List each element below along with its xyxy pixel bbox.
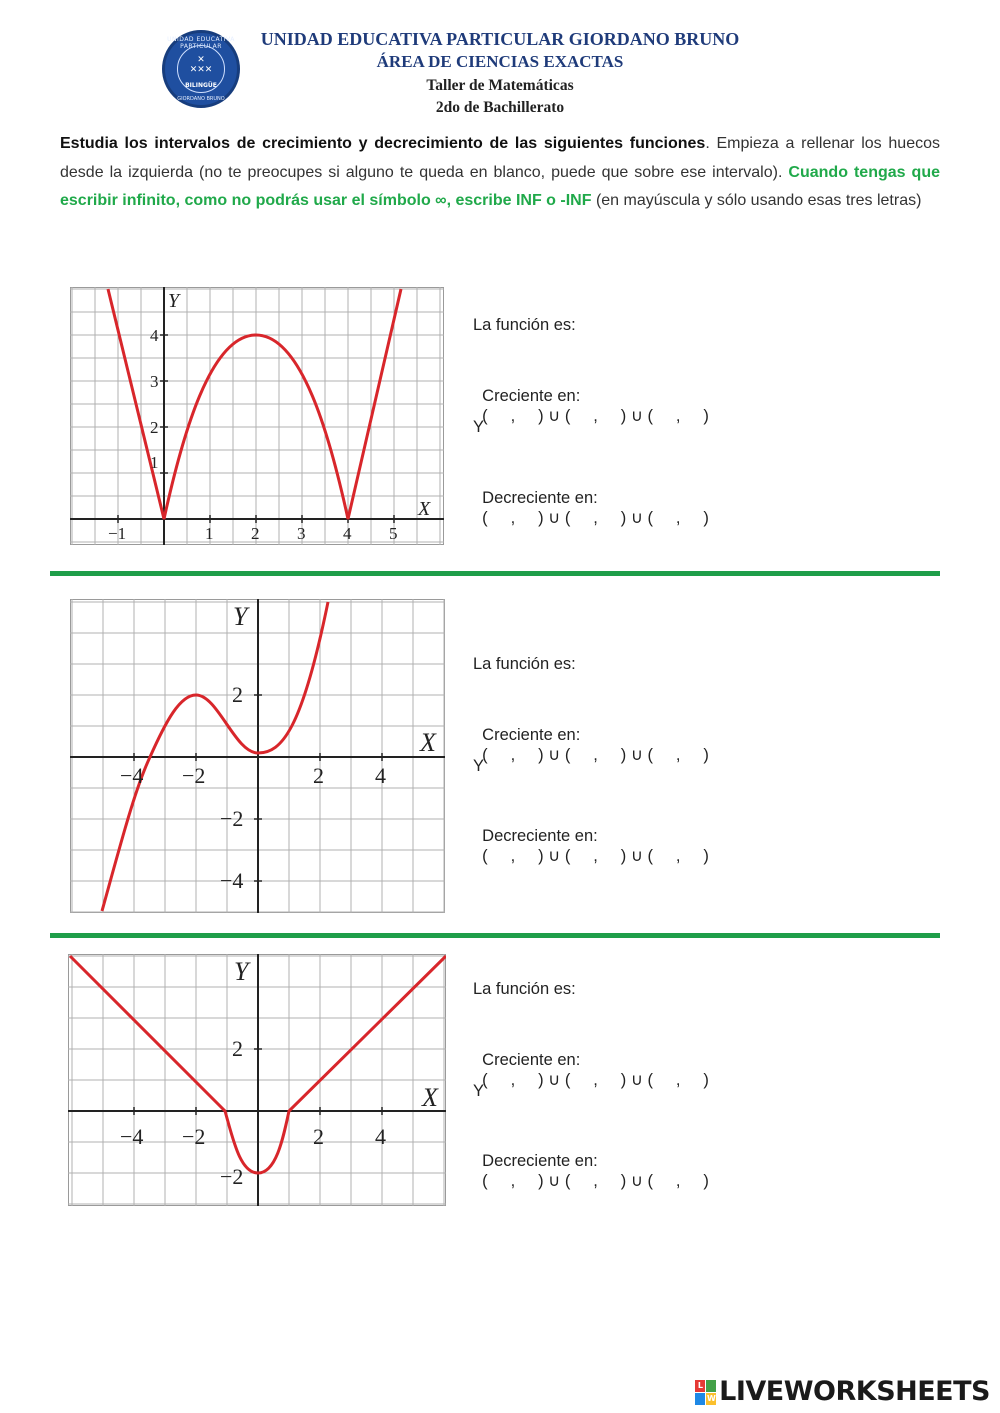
liveworksheets-icon: [695, 1380, 717, 1406]
graph-3-xtick-0: −4: [120, 1124, 144, 1149]
course-name: Taller de Matemáticas: [426, 77, 574, 94]
graph-1-frame: [71, 288, 444, 545]
graph-1-ytick-2: 3: [150, 372, 159, 391]
graph-2-x-label: X: [420, 728, 436, 757]
graph-1-decreciente-intervals[interactable]: ( , ) ∪ ( , ) ∪ ( , ): [482, 509, 709, 527]
instructions: [60, 130, 940, 216]
graph-2-xtick-2: 2: [313, 763, 324, 788]
graph-3-y-connector: Y: [473, 1082, 485, 1100]
graph-1-xtick-1: 1: [205, 524, 214, 543]
graph-3: [68, 954, 446, 1206]
graph-1-xtick-0: −1: [108, 524, 127, 543]
icon-square-blue: [695, 1393, 705, 1405]
graph-3-creciente-label: Creciente en:: [482, 1051, 581, 1069]
graph-2: [70, 599, 445, 913]
icon-letter-w: W: [706, 1393, 716, 1403]
graph-2-ytick-2: −4: [220, 868, 244, 893]
graph-2-ytick-0: 2: [232, 682, 243, 707]
separator-1: [50, 571, 940, 576]
graph-2-ytick-1: −2: [220, 806, 244, 831]
graph-2-decreciente-intervals[interactable]: ( , ) ∪ ( , ) ∪ ( , ): [482, 847, 709, 865]
graph-2-creciente-label: Creciente en:: [482, 726, 581, 744]
graph-2-xtick-3: 4: [375, 763, 386, 788]
graph-2-y-connector: Y: [473, 757, 485, 775]
instructions-normal: . Empieza a rellenar los huecos desde la izquierda (no te preocupes si alguno te queda en blanco, puede que sobre ese intervalo).: [60, 135, 941, 181]
graph-2-xtick-1: −2: [182, 763, 206, 788]
graph-1-y-label: Y: [168, 290, 180, 312]
graph-3-decreciente-row: [473, 1133, 709, 1191]
grade-name: 2do de Bachillerato: [435, 99, 565, 116]
graph-3-creciente-intervals[interactable]: ( , ) ∪ ( , ) ∪ ( , ): [482, 1071, 709, 1089]
instructions-tail: (en mayúscula y sólo usando esas tres letras): [591, 192, 922, 209]
graph-3-y-label: Y: [234, 957, 249, 986]
school-name: UNIDAD EDUCATIVA PARTICULAR GIORDANO BRUNO: [260, 29, 740, 49]
graph-1-ytick-3: 4: [150, 326, 159, 345]
graph-3-x-label: X: [422, 1083, 438, 1112]
graph-3-funcion-label: La función es:: [473, 980, 576, 998]
graph-2-creciente-intervals[interactable]: ( , ) ∪ ( , ) ∪ ( , ): [482, 746, 709, 764]
seal-text-top: UNIDAD EDUCATIVA PARTICULAR: [167, 36, 235, 50]
area-name: ÁREA DE CIENCIAS EXACTAS: [376, 52, 624, 71]
icon-square-green: [706, 1380, 716, 1392]
liveworksheets-logo[interactable]: [695, 1376, 990, 1407]
seal-text-bottom: GIORDANO BRUNO: [177, 96, 225, 102]
graph-3-decreciente-label: Decreciente en:: [482, 1152, 598, 1170]
graph-2-xtick-0: −4: [120, 763, 144, 788]
graph-3-ytick-1: −2: [220, 1164, 244, 1189]
graph-2-creciente-row: [473, 707, 709, 765]
graph-2-funcion-label: La función es:: [473, 655, 576, 673]
graph-3-xtick-3: 4: [375, 1124, 386, 1149]
graph-1-creciente-label: Creciente en:: [482, 387, 581, 405]
graph-1-creciente-intervals[interactable]: ( , ) ∪ ( , ) ∪ ( , ): [482, 407, 709, 425]
separator-2: [50, 933, 940, 938]
icon-letter-l: L: [695, 1380, 705, 1392]
graph-2-decreciente-label: Decreciente en:: [482, 827, 598, 845]
graph-2-y-label: Y: [233, 602, 248, 631]
graph-1: [70, 287, 444, 545]
graph-1-x-label: X: [418, 498, 431, 520]
graph-1-xtick-5: 5: [389, 524, 398, 543]
graph-1-funcion-label: La función es:: [473, 316, 576, 334]
seal-emblem-icon: ✕ ✕✕✕: [189, 55, 213, 75]
graph-3-creciente-row: [473, 1032, 709, 1090]
graph-1-creciente-row: [473, 368, 709, 426]
graph-1-xtick-4: 4: [343, 524, 352, 543]
instructions-green: Cuando tengas que escribir infinito, como no podrás usar el símbolo ∞, escribe INF o -INF: [60, 163, 941, 209]
graph-1-decreciente-row: [473, 470, 709, 528]
graph-3-xtick-1: −2: [182, 1124, 206, 1149]
graph-1-ytick-1: 2: [150, 418, 159, 437]
liveworksheets-brand: LIVEWORKSHEETS: [719, 1376, 990, 1407]
graph-3-xtick-2: 2: [313, 1124, 324, 1149]
graph-1-xtick-3: 3: [297, 524, 306, 543]
graph-2-decreciente-row: [473, 808, 709, 866]
instructions-bold: Estudia los intervalos de crecimiento y decrecimiento de las siguientes funciones: [60, 135, 706, 152]
graph-3-ytick-0: 2: [232, 1036, 243, 1061]
graph-1-ytick-0: 1: [150, 453, 159, 472]
graph-1-y-connector: Y: [473, 418, 485, 436]
seal-text-mid: BILINGÜE: [185, 82, 217, 89]
graph-1-decreciente-label: Decreciente en:: [482, 489, 598, 507]
graph-3-decreciente-intervals[interactable]: ( , ) ∪ ( , ) ∪ ( , ): [482, 1172, 709, 1190]
graph-1-xtick-2: 2: [251, 524, 260, 543]
